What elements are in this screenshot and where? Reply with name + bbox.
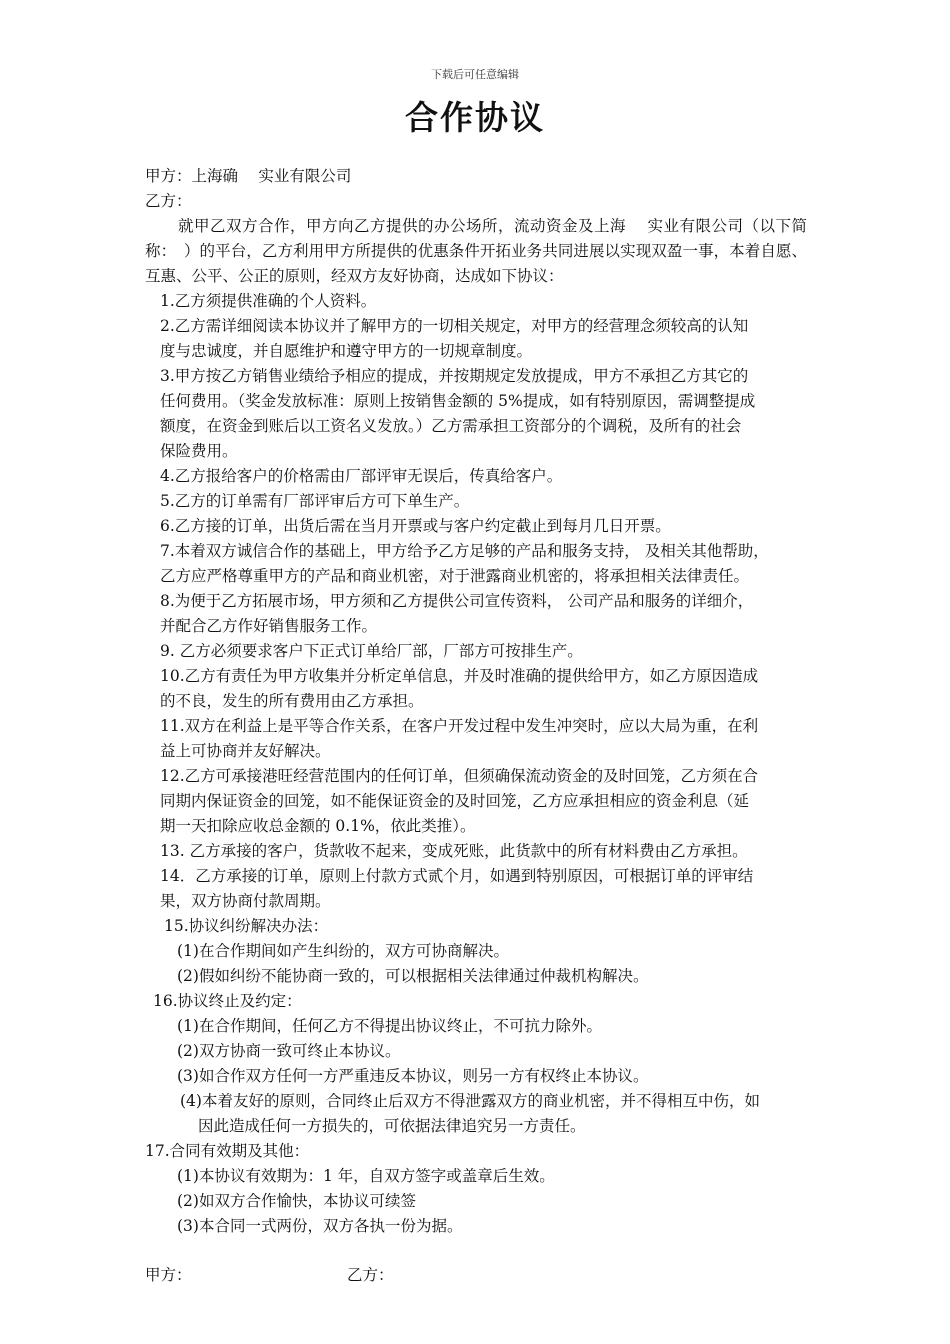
clause-8: 8.为便于乙方拓展市场，甲方须和乙方提供公司宣传资料， 公司产品和服务的详细介， xyxy=(160,592,754,610)
clause-7-cont: 乙方应严格尊重甲方的产品和商业机密，对于泄露商业机密的，将承担相关法律责任。 xyxy=(160,567,750,585)
clause-17-item-1: (1)本协议有效期为：1 年，自双方签字或盖章后生效。 xyxy=(177,1167,555,1185)
clause-12-cont: 期一天扣除应收总金额的 0.1%，依此类推）。 xyxy=(160,817,476,835)
clause-17: 17.合同有效期及其他： xyxy=(145,1142,310,1160)
clause-12-cont: 同期内保证资金的回笼，如不能保证资金的及时回笼，乙方应承担相应的资金利息（延 xyxy=(160,792,750,810)
signature-party-a: 甲方： xyxy=(145,1266,192,1284)
clause-5: 5.乙方的订单需有厂部评审后方可下单生产。 xyxy=(160,492,470,510)
clause-3-cont: 任何费用。（奖金发放标准：原则上按销售金额的 5%提成，如有特别原因，需调整提成 xyxy=(160,392,756,410)
clause-7: 7.本着双方诚信合作的基础上，甲方给予乙方足够的产品和服务支持， 及相关其他帮助， xyxy=(160,542,769,560)
intro-paragraph: 就甲乙双方合作，甲方向乙方提供的办公场所，流动资金及上海 实业有限公司（以下简称： ）的平台，乙方利用甲方所提供的优惠条件开拓业务共同进展以实现双盈一事，本着自愿、互惠、公平、公正的原则，经双方友好协商，达成如下协议： xyxy=(145,217,807,285)
clause-11: 11.双方在利益上是平等合作关系，在客户开发过程中发生冲突时，应以大局为重，在利 xyxy=(160,717,759,735)
page-header: 下载后可任意编辑 xyxy=(431,68,519,81)
clause-16-item-2: (2)双方协商一致可终止本协议。 xyxy=(177,1042,401,1060)
clause-9: 9. 乙方必须要求客户下正式订单给厂部，厂部方可按排生产。 xyxy=(160,642,583,660)
clause-3-cont: 额度，在资金到账后以工资名义发放。）乙方需承担工资部分的个调税，及所有的社会 xyxy=(160,417,742,435)
clause-17-item-2: (2)如双方合作愉快，本协议可续签 xyxy=(177,1192,416,1210)
clause-2-cont: 度与忠诚度，并自愿维护和遵守甲方的一切规章制度。 xyxy=(160,342,533,360)
clause-14: 14．乙方承接的订单，原则上付款方式贰个月，如遇到特别原因，可根据订单的评审结 xyxy=(160,867,754,885)
clause-13: 13. 乙方承接的客户，货款收不起来，变成死账，此货款中的所有材料费由乙方承担。 xyxy=(160,842,748,860)
clause-1: 1.乙方须提供准确的个人资料。 xyxy=(160,292,377,310)
clause-15: 15.协议纠纷解决办法： xyxy=(164,917,329,935)
clause-15-item-2: (2)假如纠纷不能协商一致的，可以根据相关法律通过仲裁机构解决。 xyxy=(177,967,649,985)
clause-12: 12.乙方可承接港旺经营范围内的任何订单，但须确保流动资金的及时回笼，乙方须在合 xyxy=(160,767,759,785)
signature-party-b: 乙方： xyxy=(347,1266,394,1284)
clause-4: 4.乙方报给客户的价格需由厂部评审无误后，传真给客户。 xyxy=(160,467,563,485)
clause-10: 10.乙方有责任为甲方收集并分析定单信息，并及时准确的提供给甲方，如乙方原因造成 xyxy=(160,667,759,685)
clause-14-cont: 果，双方协商付款周期。 xyxy=(160,892,331,910)
clause-16-item-3: (3)如合作双方任何一方严重违反本协议，则另一方有权终止本协议。 xyxy=(177,1067,649,1085)
clause-16-item-4: (4)本着友好的原则，合同终止后双方不得泄露双方的商业机密，并不得相互中伤，如 xyxy=(180,1092,760,1110)
clause-2: 2.乙方需详细阅读本协议并了解甲方的一切相关规定，对甲方的经营理念须较高的认知 xyxy=(160,317,749,335)
clause-11-cont: 益上可协商并友好解决。 xyxy=(160,742,331,760)
clause-8-cont: 并配合乙方作好销售服务工作。 xyxy=(160,617,378,635)
clause-16-item-4-cont: 因此造成任何一方损失的，可依据法律追究另一方责任。 xyxy=(198,1117,586,1135)
clause-17-item-3: (3)本合同一式两份，双方各执一份为据。 xyxy=(177,1217,463,1235)
clause-3: 3.甲方按乙方销售业绩给予相应的提成，并按期规定发放提成，甲方不承担乙方其它的 xyxy=(160,367,749,385)
document-title: 合作协议 xyxy=(405,98,545,137)
clause-10-cont: 的不良，发生的所有费用由乙方承担。 xyxy=(160,692,424,710)
clause-6: 6.乙方接的订单，出货后需在当月开票或与客户约定截止到每月几日开票。 xyxy=(160,517,671,535)
clause-15-item-1: (1)在合作期间如产生纠纷的，双方可协商解决。 xyxy=(177,942,509,960)
clause-16-item-1: (1)在合作期间，任何乙方不得提出协议终止，不可抗力除外。 xyxy=(177,1017,602,1035)
party-b-line: 乙方： xyxy=(145,192,192,210)
party-a-line: 甲方：上海确 实业有限公司 xyxy=(145,167,352,185)
clause-16: 16.协议终止及约定： xyxy=(153,992,302,1010)
clause-3-cont: 保险费用。 xyxy=(160,442,238,460)
